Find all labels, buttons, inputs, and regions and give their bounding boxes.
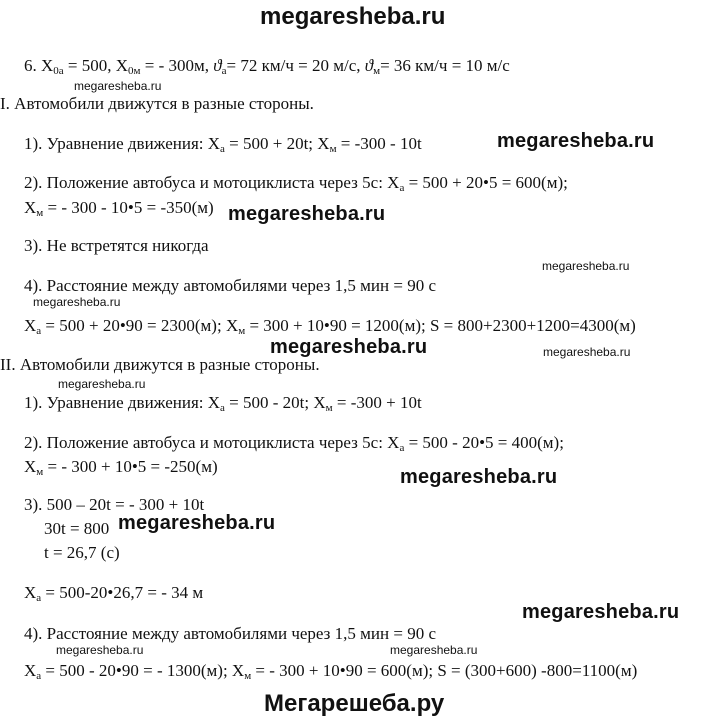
watermark: megaresheba.ru [74,79,162,93]
calc-text: X [24,316,37,335]
given-subscript: а [221,65,227,77]
given-subscript: м [373,65,381,77]
part1-meeting: 3). Не встретятся никогда [24,236,209,255]
part2-position [24,433,564,453]
watermark: megaresheba.ru [118,512,276,534]
pos-subscript: м [36,466,44,478]
given-text: = 36 км/ч = 10 м/с [380,56,510,75]
part2-meeting-step: 30t = 800 [44,519,110,538]
watermark: megaresheba.ru [497,130,655,152]
eq-subscript: а [220,402,225,414]
calc-text: = 300 + 10•90 = 1200(м); S = 800+2300+1200=4300(м) [245,316,636,335]
watermark: megaresheba.ru [33,295,121,309]
calc-text: = - 300 + 10•90 = 600(м); S = (300+600) -800=1100(м) [251,661,638,680]
given-text: 6. X [24,56,54,75]
part1-position [24,173,568,193]
part2-meeting-equation: 3). 500 – 20t = - 300 + 10t [24,495,205,514]
given-line [24,56,510,76]
given-subscript: 0а [53,65,64,77]
given-text: = 500, X [63,56,129,75]
part2-distance-heading: 4). Расстояние между автомобилями через 1,5 мин = 90 с [24,624,436,643]
eq-text: = 500 + 20t; X [224,134,330,153]
calc-subscript: а [36,670,42,682]
pos-subscript: м [36,207,44,219]
calc-text: = 500 + 20•90 = 2300(м); X [41,316,239,335]
pos-subscript: а [399,182,405,194]
part1-distance-calc [24,316,636,336]
pos-text: = - 300 - 10•5 = -350(м) [43,198,214,217]
calc-text: X [24,661,37,680]
eq-subscript: а [220,143,225,155]
velocity-symbol: ϑ [213,56,222,75]
part2-position-moto [24,457,218,477]
eq-subscript: м [329,143,337,155]
part2-meeting-time: t = 26,7 (с) [44,543,120,562]
pos-text: X [24,457,37,476]
pos-text: X [24,198,37,217]
calc-subscript: а [36,325,42,337]
watermark: megaresheba.ru [390,643,478,657]
watermark: megaresheba.ru [543,345,631,359]
watermark: megaresheba.ru [56,643,144,657]
calc-subscript: м [244,670,252,682]
watermark: megaresheba.ru [58,377,146,391]
part2-heading: II. Автомобили движутся в разные стороны. [0,355,320,374]
part2-meeting-position [24,583,203,603]
calc-text: X [24,583,37,602]
watermark: megaresheba.ru [270,336,428,358]
pos-subscript: а [399,442,405,454]
pos-text: = 500 + 20•5 = 600(м); [404,173,568,192]
velocity-symbol: ϑ [364,56,374,75]
given-subscript: 0м [128,65,141,77]
watermark: megaresheba.ru [522,601,680,623]
pos-text: 2). Положение автобуса и мотоциклиста через 5с: X [24,173,400,192]
part1-equation [24,134,422,154]
calc-text: = 500-20•26,7 = - 34 м [41,583,204,602]
eq-text: 1). Уравнение движения: X [24,134,221,153]
given-text: = - 300м, [140,56,214,75]
eq-text: 1). Уравнение движения: X [24,393,221,412]
header-site-title: megaresheba.ru [260,3,446,30]
part2-distance-calc [24,661,637,681]
pos-text: = 500 - 20•5 = 400(м); [404,433,564,452]
given-text: = 72 км/ч = 20 м/с, [226,56,365,75]
part2-equation [24,393,422,413]
calc-subscript: м [238,325,246,337]
part1-position-moto [24,198,214,218]
watermark: megaresheba.ru [228,203,386,225]
eq-text: = 500 - 20t; X [224,393,326,412]
eq-subscript: м [325,402,333,414]
part1-distance-heading: 4). Расстояние между автомобилями через 1,5 мин = 90 с [24,276,436,295]
pos-text: 2). Положение автобуса и мотоциклиста через 5с: X [24,433,400,452]
pos-text: = - 300 + 10•5 = -250(м) [43,457,218,476]
part1-heading: I. Автомобили движутся в разные стороны. [0,94,314,113]
watermark: megaresheba.ru [542,259,630,273]
eq-text: = -300 - 10t [336,134,422,153]
calc-text: = 500 - 20•90 = - 1300(м); X [41,661,245,680]
eq-text: = -300 + 10t [332,393,422,412]
calc-subscript: а [36,592,42,604]
watermark: megaresheba.ru [400,466,558,488]
footer-site-title: Мегарешеба.ру [264,690,445,717]
